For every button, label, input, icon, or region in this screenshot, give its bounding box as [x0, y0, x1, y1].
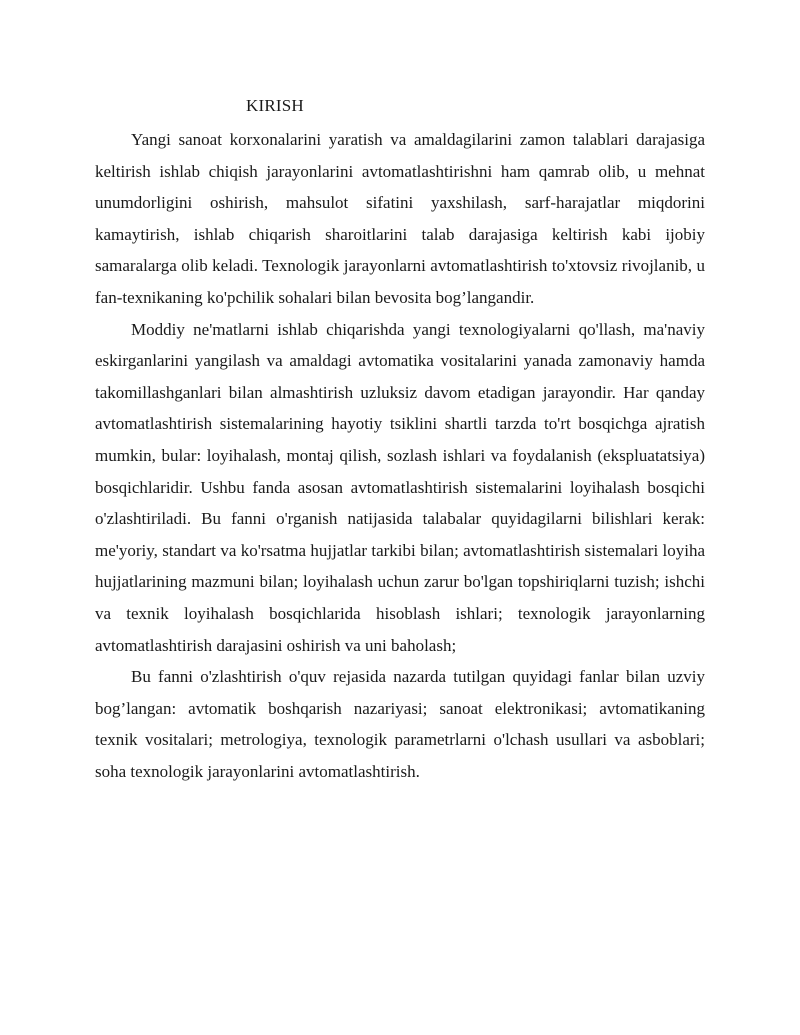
document-title: KIRISH [246, 96, 304, 115]
paragraph-3: Bu fanni o'zlashtirish o'quv rejasida nazarda tutilgan quyidagi fanlar bilan uzviy bog’langan: avtomatik boshqarish nazariyasi; sanoat elektronikasi; avtomatikaning texnik vositalari; metrologiya, texnologik parametrlarni o'lchash usullari va asboblari; soha texnologik jarayonlarini avtomatlashtirish. [95, 667, 705, 781]
paragraph-2: Moddiy ne'matlarni ishlab chiqarishda yangi texnologiyalarni qo'llash, ma'naviy eskirganlarini yangilash va amaldagi avtomatika vositalarini yanada zamonaviy hamda takomillashganlari bilan almashtirish uzluksiz davom etadigan jarayondir. Har qanday avtomatlashtirish sistemalarining hayotiy tsiklini shartli tarzda to'rt bosqichga ajratish mumkin, bular: loyihalash, montaj qilish, sozlash ishlari va foydalanish (ekspluatatsiya) bosqichlaridir. Ushbu fanda asosan avtomatlashtirish sistemalarini loyihalash bosqichi o'zlashtiriladi. Bu fanni o'rganish natijasida talabalar quyidagilarni bilishlari kerak: me'yoriy, standart va ko'rsatma hujjatlar tarkibi bilan; avtomatlashtirish sistemalari loyiha hujjatlarining mazmuni bilan; loyihalash uchun zarur bo'lgan topshiriqlarni tuzish; ishchi va texnik loyihalash bosqichlarida hisoblash ishlari; texnologik jarayonlarning avtomatlashtirish darajasini oshirish va uni baholash; [95, 319, 705, 655]
paragraph-1: Yangi sanoat korxonalarini yaratish va amaldagilarini zamon talablari darajasiga keltirish ishlab chiqish jarayonlarini avtomatlashtirishni ham qamrab olib, u mehnat unumdorligini oshirish, mahsulot sifatini yaxshilash, sarf-harajatlar miqdorini kamaytirish, ishlab chiqarish sharoitlarini talab darajasiga keltirish kabi ijobiy samaralarga olib keladi. Texnologik jarayonlarni avtomatlashtirish to'xtovsiz rivojlanib, u fan-texnikaning ko'pchilik sohalari bilan bevosita bog’langandir. [95, 130, 705, 307]
document-page [95, 92, 705, 787]
